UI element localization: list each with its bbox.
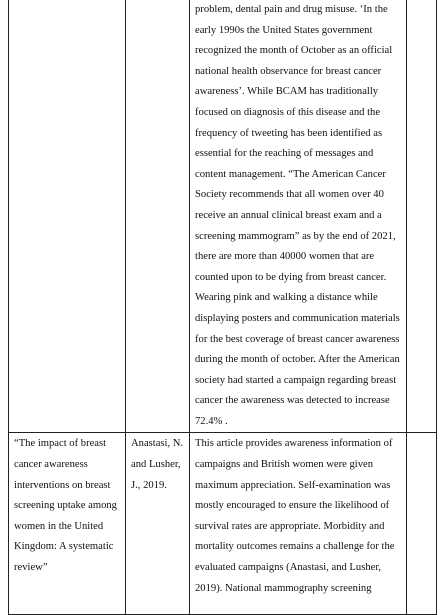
authors-text: Anastasi, N. and Lusher, J., 2019.: [131, 438, 184, 491]
extra-cell: [407, 433, 437, 615]
summary-text: This article provides awareness information of campaigns and British women were given maximum appreciation. Self-examination was mostly encouraged to ensure the likelihood of survival rates are appropriate. Morbidity and mortality outcomes remains a challenge for the evaluated campaigns (Anastasi, and Lusher, 2019). National mammography screening: [195, 438, 395, 594]
table-row: [9, 433, 437, 615]
literature-review-table: [8, 0, 437, 615]
table-row: [9, 0, 437, 433]
study-title-cell: [9, 0, 126, 433]
authors-cell: [126, 0, 190, 433]
summary-cell: [190, 433, 407, 615]
study-title-text: “The impact of breast cancer awareness interventions on breast screening uptake among women in the United Kingdom: A systematic review”: [14, 438, 117, 574]
authors-cell: [126, 433, 190, 615]
extra-cell: [407, 0, 437, 433]
study-title-cell: [9, 433, 126, 615]
summary-cell: [190, 0, 407, 433]
summary-text: problem, dental pain and drug misuse. ‘In the early 1990s the United States government recognized the month of October as an official national health observance for breast cancer awareness’. While BCAM has traditionally focused on diagnosis of this disease and the frequency of tweeting has been identified as essential for the reaching of messages and content management. “The American Cancer Society recommends that all women over 40 receive an annual clinical breast exam and a screening mammogram” as by the end of 2021, there are more than 40000 women that are counted upon to be dying from breast cancer. Wearing pink and walking a distance while displaying posters and communication materials for the best coverage of breast cancer awareness during the month of october. After the American society had started a campaign regarding breast cancer the awareness was detected to increase 72.4% .: [195, 4, 400, 427]
